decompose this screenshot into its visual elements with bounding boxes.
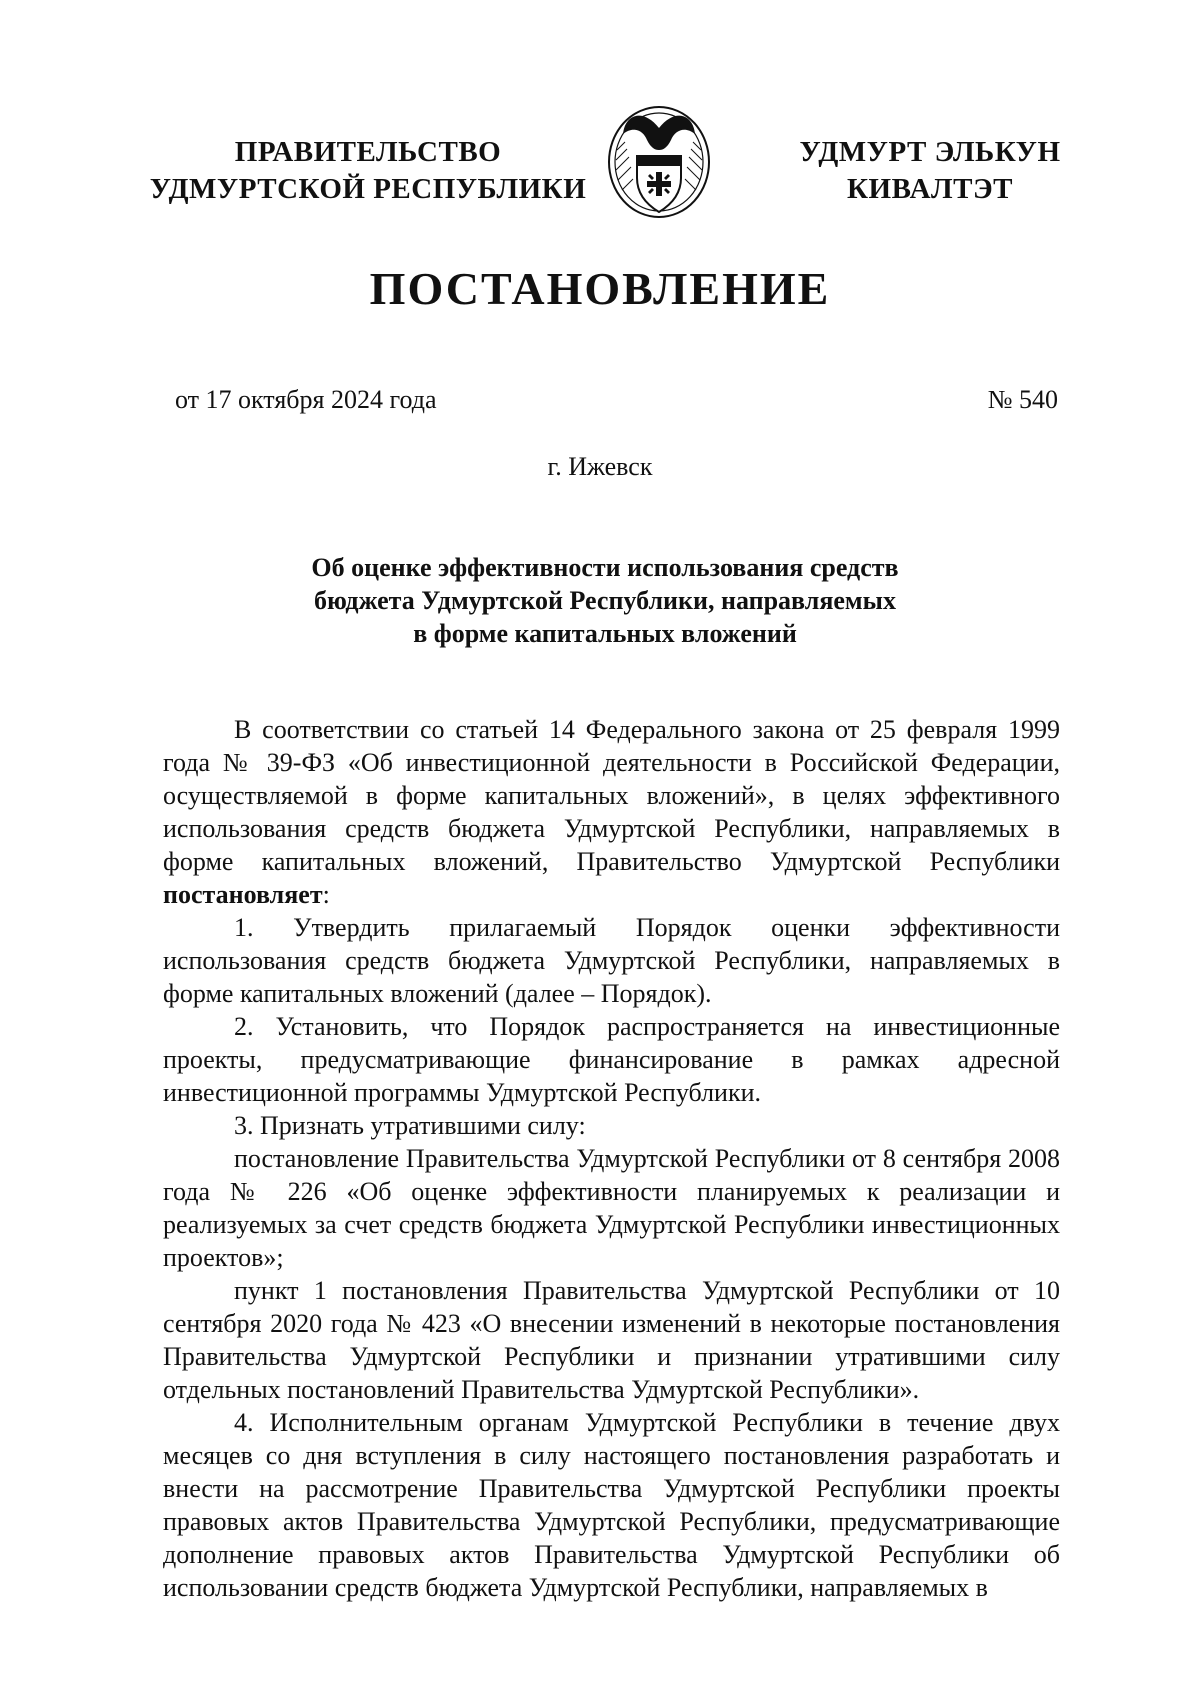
issuer-name-russian	[148, 134, 588, 208]
document-body	[163, 713, 1060, 1604]
issuer-line-1: ПРАВИТЕЛЬСТВО	[234, 136, 502, 168]
item-3-sub-2-paragraph: пункт 1 постановления Правительства Удмуртской Республики от 10 сентября 2020 года № 423 «О внесении изменений в некоторые постановления Правительства Удмуртской Республики и признании утратившими силу отдельных постановлений Правительства Удмуртской Республики».	[163, 1276, 1060, 1404]
document-city: г. Ижевск	[547, 452, 653, 481]
resolves-word: постановляет	[163, 880, 323, 909]
item-1-paragraph: 1. Утвердить прилагаемый Порядок оценки эффективности использования средств бюджета Удмуртской Республики, направляемых в форме капитальных вложений (далее – Порядок).	[163, 913, 1060, 1008]
document-number: № 540	[987, 385, 1058, 414]
document-type: ПОСТАНОВЛЕНИЕ	[369, 263, 831, 314]
issuer-udmurt-line-1: УДМУРТ ЭЛЬКУН	[799, 136, 1061, 168]
title-line-3: в форме капитальных вложений	[413, 619, 797, 648]
item-2-paragraph: 2. Установить, что Порядок распространяется на инвестиционные проекты, предусматривающие финансирование в рамках адресной инвестиционной программы Удмуртской Республики.	[163, 1012, 1060, 1107]
document-title	[200, 551, 1010, 650]
document-date: от 17 октября 2024 года	[175, 385, 437, 414]
item-3-paragraph: 3. Признать утратившими силу:	[234, 1111, 586, 1140]
preamble-text: В соответствии со статьей 14 Федерального закона от 25 февраля 1999 года № 39-ФЗ «Об инвестиционной деятельности в Российской Федерации, осуществляемой в форме капитальных вложений», в целях эффективного использования средств бюджета Удмуртской Республики, направляемых в форме капитальных вложений, Правительство Удмуртской Республики	[163, 715, 1060, 876]
resolves-colon: :	[322, 880, 330, 909]
title-line-2: бюджета Удмуртской Республики, направляемых	[314, 586, 896, 615]
preamble-paragraph	[163, 713, 1060, 911]
item-4-paragraph: 4. Исполнительным органам Удмуртской Республики в течение двух месяцев со дня вступления в силу настоящего постановления разработать и внести на рассмотрение Правительства Удмуртской Республики проекты правовых актов Правительства Удмуртской Республики, предусматривающие дополнение правовых актов Правительства Удмуртской Республики об использовании средств бюджета Удмуртской Республики, направляемых в	[163, 1408, 1060, 1602]
issuer-name-udmurt	[780, 134, 1080, 208]
coat-of-arms-icon	[603, 100, 715, 220]
issuer-line-2: УДМУРТСКОЙ РЕСПУБЛИКИ	[149, 173, 587, 205]
item-3-sub-1-paragraph: постановление Правительства Удмуртской Республики от 8 сентября 2008 года № 226 «Об оценке эффективности планируемых к реализации и реализуемых за счет средств бюджета Удмуртской Республики инвестиционных проектов»;	[163, 1144, 1060, 1272]
issuer-udmurt-line-2: КИВАЛТЭТ	[846, 173, 1013, 205]
title-line-1: Об оценке эффективности использования средств	[311, 553, 899, 582]
